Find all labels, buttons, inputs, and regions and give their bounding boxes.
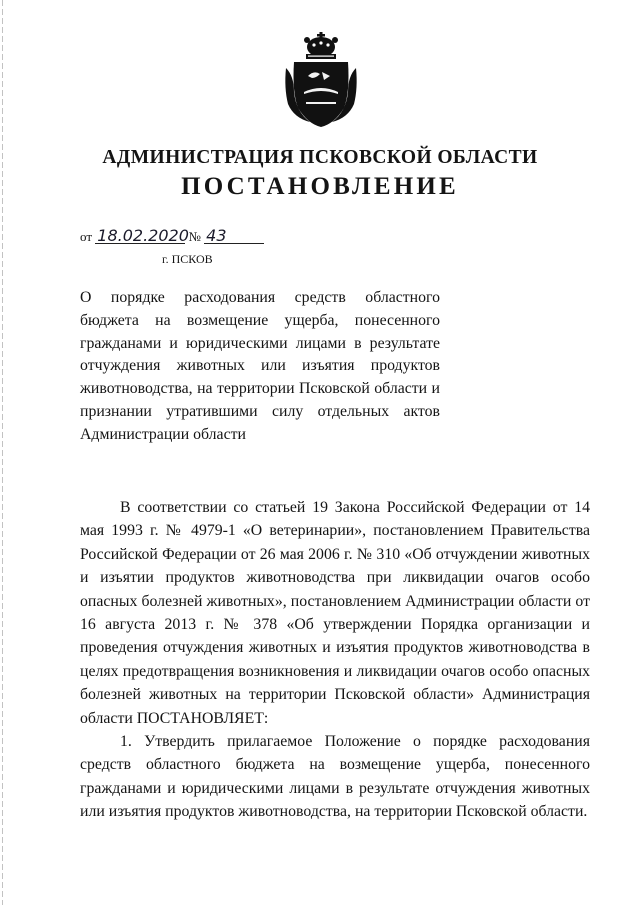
city-label: г. ПСКОВ bbox=[162, 252, 213, 266]
date-prefix: от bbox=[80, 229, 93, 244]
document-type-heading: ПОСТАНОВЛЕНИЕ bbox=[181, 173, 459, 200]
document-body bbox=[80, 496, 590, 824]
scan-edge-decoration bbox=[2, 0, 3, 905]
registration-line bbox=[80, 228, 264, 245]
item-1-paragraph: 1. Утвердить прилагаемое Положение о порядке расходования средств областного бюджета на возмещение ущерба, понесенного гражданами и юридическими лицами в результате отчуждения животных или изъятия продуктов животноводства, на территории Псковской области. bbox=[80, 733, 590, 821]
handwritten-number: 43 bbox=[204, 228, 264, 244]
pskov-oblast-coat-of-arms-icon bbox=[284, 32, 358, 128]
organization-title: АДМИНИСТРАЦИЯ ПСКОВСКОЙ ОБЛАСТИ bbox=[102, 147, 538, 168]
document-subject: О порядке расходования средств областного бюджета на возмещение ущерба, понесенного гражданами и юридическими лицами в результате отчуждения животных или изъятия продуктов животноводства, на территории Псковской области и признании утратившими силу отдельных актов Администрации области bbox=[80, 289, 440, 443]
handwritten-date: 18.02.2020 bbox=[97, 226, 189, 245]
preamble-paragraph: В соответствии со статьей 19 Закона Российской Федерации от 14 мая 1993 г. № 4979-1 «О ветеринарии», постановлением Правительства Российской Федерации от 26 мая 2006 г. № 310 «Об отчуждении животных и изъятии продуктов животноводства при ликвидации очагов особо опасных болезней животных», постановлением Администрации области от 16 августа 2013 г. № 378 «Об утверждении Порядка организации и проведения отчуждения животных и изъятия продуктов животноводства в целях предотвращения возникновения и ликвидации очагов особо опасных болезней животных на территории Псковской области» Администрация области ПОСТАНОВЛЯЕТ: bbox=[80, 499, 590, 727]
number-prefix: № bbox=[188, 229, 201, 244]
